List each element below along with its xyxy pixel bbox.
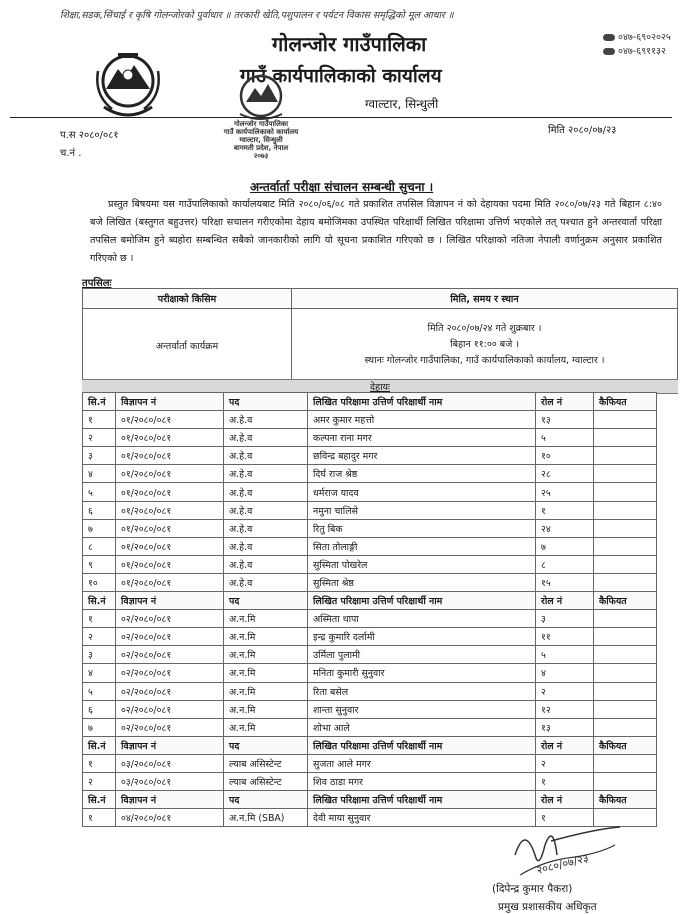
table-cell [594, 682, 657, 700]
table-cell: ५ [536, 429, 594, 447]
table-cell: उर्मिला पुलामी [308, 646, 536, 664]
table-cell: अ.न.मि [224, 628, 308, 646]
table-cell [594, 610, 657, 628]
results-header-row [83, 791, 657, 809]
results-header-cell: पद [224, 393, 308, 411]
table-cell: ३ [83, 646, 116, 664]
table-cell: ०२/२०८०/०८१ [116, 718, 224, 736]
table-cell: ५ [536, 646, 594, 664]
results-header-cell: सि.नं [83, 592, 116, 610]
table-cell [594, 483, 657, 501]
table-row [83, 700, 657, 718]
table-cell [594, 447, 657, 465]
results-header-cell: पद [224, 791, 308, 809]
table-cell: मनिता कुमारी सुनुवार [308, 664, 536, 682]
org-name: गोलन्जोर गाउँपालिका [272, 32, 427, 56]
table-cell [594, 754, 657, 772]
table-cell: ०३/२०८०/०८१ [116, 772, 224, 790]
table-cell: ११ [536, 628, 594, 646]
results-table [82, 392, 657, 827]
table-cell: १५ [536, 573, 594, 591]
table-cell [594, 573, 657, 591]
results-header-cell: विज्ञापन नं [116, 393, 224, 411]
table-cell: अ.हे.व [224, 519, 308, 537]
table-cell [594, 700, 657, 718]
table-cell: इन्द्र कुमारि दर्लामी [308, 628, 536, 646]
stamp-emblem-icon [218, 70, 304, 120]
table-cell: ०२/२०८०/०८१ [116, 646, 224, 664]
table-row [83, 718, 657, 736]
table-cell: अमर कुमार महत्तो [308, 411, 536, 429]
table-cell: रिता बसेल [308, 682, 536, 700]
schedule-header-cell: परीक्षाको किसिम [83, 289, 292, 309]
table-cell: ४ [536, 664, 594, 682]
table-cell: २ [83, 429, 116, 447]
phone-icon [603, 34, 615, 41]
details-label: तपसिलः [82, 278, 112, 289]
results-header-cell: सि.नं [83, 736, 116, 754]
table-cell: ०१/२०८०/०८१ [116, 411, 224, 429]
header-divider [10, 117, 672, 118]
schedule-header-cell: मिति, समय र स्थान [292, 289, 678, 309]
table-cell: १० [536, 447, 594, 465]
phone-2: ०४७-६९११३२ [603, 44, 666, 57]
table-cell: शिव ठाडा मगर [308, 772, 536, 790]
table-cell [594, 465, 657, 483]
table-row [83, 501, 657, 519]
results-header-cell: लिखित परिक्षामा उत्तिर्ण परिक्षार्थी नाम [308, 592, 536, 610]
table-cell: अ.हे.व [224, 447, 308, 465]
signer-designation: प्रमुख प्रशासकीय अधिकृत [498, 901, 597, 913]
table-cell: १३ [536, 411, 594, 429]
table-cell [594, 519, 657, 537]
results-header-cell: कैफियत [594, 791, 657, 809]
phone-icon [603, 48, 615, 55]
table-cell [594, 628, 657, 646]
table-cell: ०२/२०८०/०८१ [116, 628, 224, 646]
table-cell: देवी माया सुनुवार [308, 809, 536, 827]
table-cell: ६ [83, 501, 116, 519]
notice-title: अन्तर्वार्ता परीक्षा संचालन सम्बन्धी सुचना । [250, 180, 434, 194]
results-header-cell: पद [224, 736, 308, 754]
table-cell: १ [83, 610, 116, 628]
office-address: ग्वाल्टार, सिन्धुली [365, 97, 439, 111]
table-cell: २ [536, 682, 594, 700]
table-cell: ०२/२०८०/०८१ [116, 700, 224, 718]
table-cell: २५ [536, 483, 594, 501]
table-cell: ०१/२०८०/०८१ [116, 573, 224, 591]
schedule-row [83, 309, 678, 382]
results-header-cell: कैफियत [594, 736, 657, 754]
table-cell: अ.न.मि [224, 682, 308, 700]
results-header-cell: विज्ञापन नं [116, 592, 224, 610]
table-cell: अ.हे.व [224, 573, 308, 591]
results-header-row [83, 393, 657, 411]
table-cell: २ [83, 628, 116, 646]
table-cell: १ [83, 809, 116, 827]
table-cell: ७ [83, 519, 116, 537]
results-header-cell: विज्ञापन नं [116, 791, 224, 809]
table-cell: अ.हे.व [224, 483, 308, 501]
exam-type-cell: अन्तर्वार्ता कार्यक्रम [83, 309, 292, 382]
table-cell: अ.हे.व [224, 411, 308, 429]
schedule-details-cell [292, 309, 678, 382]
results-header-cell: सि.नं [83, 393, 116, 411]
dispatch-number: च.नं . [60, 148, 82, 159]
signature-date-scribble: २०८०/०७/२३ [535, 851, 590, 877]
table-row [83, 772, 657, 790]
table-cell: ०२/२०८०/०८१ [116, 610, 224, 628]
stamp-line: २०७३ [253, 152, 269, 160]
results-header-cell: रोल नं [536, 592, 594, 610]
table-row [83, 754, 657, 772]
table-cell: ८ [536, 555, 594, 573]
table-cell: शोभा आले [308, 718, 536, 736]
stamp-line: गाउँ कार्यपालिकाको कार्यालय [223, 128, 299, 136]
table-cell [594, 555, 657, 573]
schedule-line: बिहान ११:०० बजे । [450, 339, 519, 350]
results-header-cell: लिखित परिक्षामा उत्तिर्ण परिक्षार्थी नाम [308, 736, 536, 754]
table-cell: अ.हे.व [224, 537, 308, 555]
table-cell: अ.न.मि [224, 718, 308, 736]
table-cell: अस्मिता थापा [308, 610, 536, 628]
results-header-cell: रोल नं [536, 791, 594, 809]
table-cell: ३ [83, 447, 116, 465]
table-cell: ०१/२०८०/०८१ [116, 519, 224, 537]
table-cell: ७ [536, 537, 594, 555]
results-header-row [83, 592, 657, 610]
table-cell: अ.न.मि (SBA) [224, 809, 308, 827]
table-cell: अ.हे.व [224, 465, 308, 483]
table-cell: कल्पना राना मगर [308, 429, 536, 447]
table-cell: १२ [536, 700, 594, 718]
notice-paragraph: प्रस्तुत बिषयमा यस गाउँपालिकाको कार्यालयबाट मिति २०८०/०६/०८ गते प्रकाशित तपसिल विज्ञापन नं को देहायका पदमा मिति २०८०/०७/२३ गते बिहान ८:४० बजे लिखित (बस्तुगत बहुउत्तर) परिक्षा सचालन गरीएकोमा देहाय बमोजिमका उपस्थित परिक्षार्थी लिखित परिक्षामा उत्तिर्ण भएकोले तत् पश्चात हुने अन्तरवार्ता परिक्षा तपसिल बमोजिम हुने ब्यहोरा सम्बन्धित सबैको जानकारीको लागि यो सूचना प्रकाशित गरिएको छ । लिखित परिक्षाको नतिजा नेपाली वर्णानुक्रम अनुसार प्रकाशित गरिएको छ । [90, 199, 662, 264]
table-cell: ल्याब असिस्टेन्ट [224, 772, 308, 790]
header-motto: शिक्षा,सडक,सिंचाई र कृषि गोलन्जोरको पुर्वाधार ॥ तरकारी खेति,पशुपालन र पर्यटन विकास समृद्धिको मूल आधार ॥ [60, 10, 454, 21]
table-cell: सिता तोलाङ्गी [308, 537, 536, 555]
table-cell: ल्याब असिस्टेन्ट [224, 754, 308, 772]
table-cell: ०१/२०८०/०८१ [116, 555, 224, 573]
table-cell: ०२/२०८०/०८१ [116, 682, 224, 700]
table-cell: १ [83, 754, 116, 772]
table-cell: ८ [83, 537, 116, 555]
table-cell: ४ [83, 664, 116, 682]
table-cell: अ.न.मि [224, 700, 308, 718]
results-header-cell: कैफियत [594, 393, 657, 411]
table-cell: ७ [83, 718, 116, 736]
stamp-line: गोलन्जोर गाउँपालिका [233, 120, 289, 128]
reference-number: प.स २०८०/०८१ [60, 130, 119, 141]
table-cell: अ.हे.व [224, 501, 308, 519]
table-cell [594, 664, 657, 682]
results-header-cell: लिखित परिक्षामा उत्तिर्ण परिक्षार्थी नाम [308, 791, 536, 809]
table-cell: सुजता आले मगर [308, 754, 536, 772]
table-cell: ०४/२०८०/०८१ [116, 809, 224, 827]
results-header-row [83, 736, 657, 754]
table-cell [594, 772, 657, 790]
nepal-emblem-logo [88, 45, 168, 123]
table-cell: १ [536, 772, 594, 790]
table-cell [594, 718, 657, 736]
table-cell: ४ [83, 465, 116, 483]
table-cell: अ.हे.व [224, 555, 308, 573]
table-cell: अ.न.मि [224, 646, 308, 664]
table-row [83, 447, 657, 465]
table-row [83, 483, 657, 501]
table-row [83, 555, 657, 573]
table-row [83, 682, 657, 700]
table-row [83, 519, 657, 537]
table-cell: अ.हे.व [224, 429, 308, 447]
table-cell: नमुना चालिसे [308, 501, 536, 519]
results-header-cell: विज्ञापन नं [116, 736, 224, 754]
stamp-line: बागमती प्रदेश, नेपाल [233, 144, 289, 152]
table-cell: अ.न.मि [224, 664, 308, 682]
table-cell: सुस्मिता पोखरेल [308, 555, 536, 573]
table-row [83, 465, 657, 483]
table-cell: शान्ता सुनुवार [308, 700, 536, 718]
results-header-cell: रोल नं [536, 393, 594, 411]
following-label: देहायः [370, 382, 390, 393]
letter-date: मिति २०८०/०७/२३ [548, 125, 617, 136]
table-cell [594, 537, 657, 555]
table-cell: अ.न.मि [224, 610, 308, 628]
table-cell: ०१/२०८०/०८१ [116, 537, 224, 555]
table-row [83, 610, 657, 628]
table-cell: १ [83, 411, 116, 429]
table-cell [594, 411, 657, 429]
table-row [83, 537, 657, 555]
stamp-line: ग्वाल्टार, सिन्धुली [239, 136, 283, 144]
results-header-cell: कैफियत [594, 592, 657, 610]
schedule-table [82, 288, 678, 382]
table-cell: ०१/२०८०/०८१ [116, 429, 224, 447]
table-cell: ०१/२०८०/०८१ [116, 501, 224, 519]
results-header-cell: रोल नं [536, 736, 594, 754]
table-cell: ०३/२०८०/०८१ [116, 754, 224, 772]
table-cell: सुस्मिता श्रेष्ठ [308, 573, 536, 591]
results-header-cell: लिखित परिक्षामा उत्तिर्ण परिक्षार्थी नाम [308, 393, 536, 411]
table-cell: रितु बिक [308, 519, 536, 537]
schedule-header-row [83, 289, 678, 309]
table-cell [594, 501, 657, 519]
table-cell: ९ [83, 555, 116, 573]
official-stamp [218, 70, 304, 158]
schedule-line: स्थानः गोलन्जोर गाउँपालिका, गाउँ कार्यपालिकाको कार्यालय, ग्वाल्टार । [364, 355, 605, 366]
table-row [83, 429, 657, 447]
table-cell: ०२/२०८०/०८१ [116, 664, 224, 682]
table-cell: २ [83, 772, 116, 790]
table-cell: ३ [536, 610, 594, 628]
table-cell: ०१/२०८०/०८१ [116, 483, 224, 501]
table-cell: १ [536, 809, 594, 827]
table-cell: ०१/२०८०/०८१ [116, 447, 224, 465]
results-header-cell: सि.नं [83, 791, 116, 809]
table-row [83, 646, 657, 664]
table-cell: १ [536, 501, 594, 519]
table-cell: ५ [83, 483, 116, 501]
table-cell: ०१/२०८०/०८१ [116, 465, 224, 483]
table-cell: ५ [83, 682, 116, 700]
table-cell: २८ [536, 465, 594, 483]
table-cell [594, 429, 657, 447]
schedule-line: मिति २०८०/०७/२४ गते शुक्रबार । [427, 323, 542, 334]
table-cell: २४ [536, 519, 594, 537]
phone-1: ०४७-६९०२०२५ [603, 30, 671, 43]
table-cell [594, 646, 657, 664]
table-cell: ६ [83, 700, 116, 718]
table-cell: छविन्द्र बहादुर मगर [308, 447, 536, 465]
office-name: गाउँ कार्यपालिकाको कार्यालय [240, 65, 442, 87]
table-cell: २ [536, 754, 594, 772]
table-row [83, 411, 657, 429]
table-cell: १३ [536, 718, 594, 736]
handwritten-signature [505, 815, 625, 885]
table-row [83, 664, 657, 682]
table-cell: दिर्घ राज श्रेष्ठ [308, 465, 536, 483]
table-cell: १० [83, 573, 116, 591]
table-row [83, 628, 657, 646]
results-header-cell: पद [224, 592, 308, 610]
table-cell: धर्मराज यादव [308, 483, 536, 501]
table-row [83, 573, 657, 591]
signer-name: (दिपेन्द्र कुमार पैकरा) [492, 883, 573, 895]
